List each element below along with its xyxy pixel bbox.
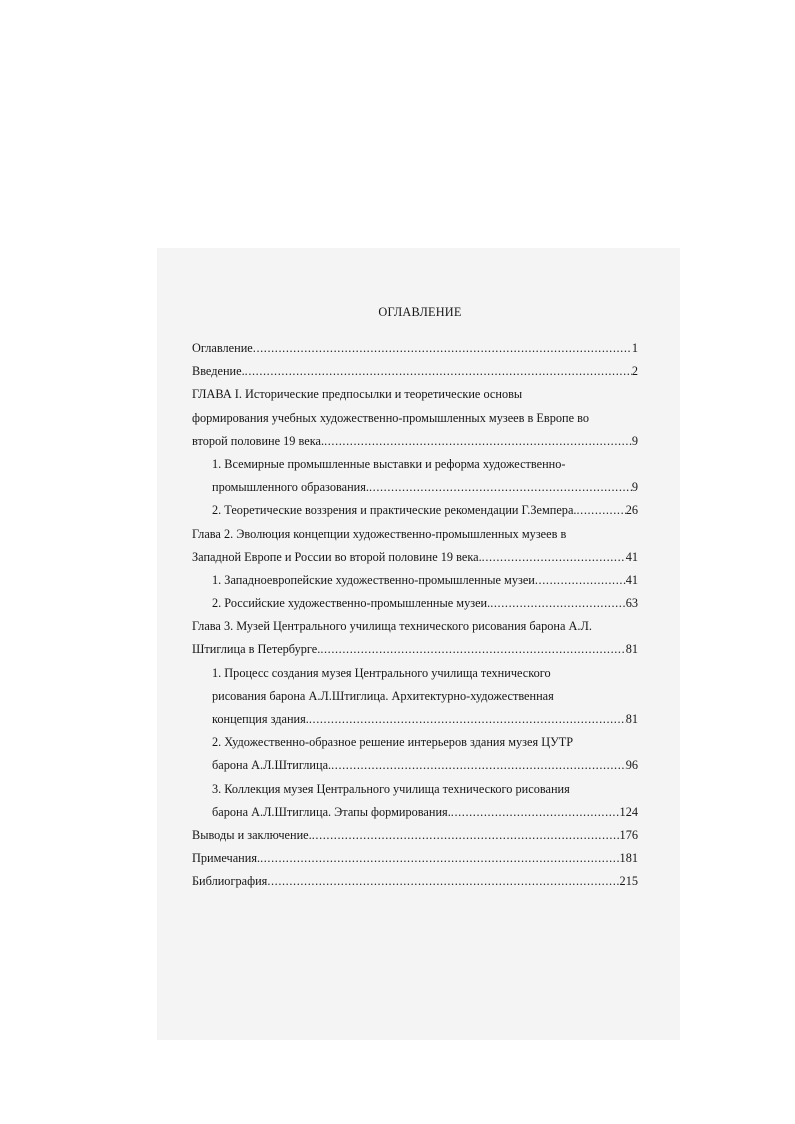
- toc-entry: [192, 618, 638, 664]
- toc-entry: [192, 502, 638, 525]
- toc-page-number: 215: [619, 874, 638, 889]
- toc-entry-line: Глава 2. Эволюция концепции художественно-промышленных музеев в: [192, 526, 567, 541]
- toc-entry-last-line: [192, 804, 638, 827]
- dot-leader: [369, 479, 632, 496]
- toc-entry-title: Штиглица в Петербурге.: [192, 642, 321, 657]
- toc-entry-last-line: [192, 711, 638, 734]
- dot-leader: [312, 827, 620, 844]
- toc-entry-title: Введение.: [192, 364, 245, 379]
- dot-leader: [267, 873, 619, 890]
- dot-leader: [331, 757, 626, 774]
- dot-leader: [482, 549, 626, 566]
- toc-entry: [192, 665, 638, 735]
- toc-entry-last-line: [192, 502, 638, 525]
- dot-leader: [245, 363, 632, 380]
- toc-entry-title: второй половине 19 века.: [192, 433, 325, 448]
- toc-entry-last-line: [192, 827, 638, 850]
- dot-leader: [309, 711, 626, 728]
- toc-entry-last-line: [192, 641, 638, 664]
- toc-entry-last-line: [192, 595, 638, 618]
- toc-entry-line: 1. Процесс создания музея Центрального училища технического: [212, 665, 551, 680]
- toc-entry: [192, 572, 638, 595]
- toc-page-number: 81: [625, 712, 638, 726]
- toc-entry-last-line: [192, 757, 638, 780]
- toc-entry-title: 2. Теоретические воззрения и практические рекомендации Г.Земпера.: [212, 503, 577, 518]
- toc-entry: [192, 827, 638, 850]
- toc-entry-title: концепция здания.: [212, 712, 309, 726]
- toc-entry-line: 2. Художественно-образное решение интерьеров здания музея ЦУТР: [212, 735, 574, 750]
- toc-entry: [192, 363, 638, 386]
- toc-entry-title: Оглавление: [192, 341, 253, 355]
- toc-page-number: 124: [619, 804, 638, 819]
- toc-entry-last-line: [192, 873, 638, 896]
- toc-page-number: 181: [619, 851, 638, 866]
- toc-list: [192, 340, 638, 897]
- toc-entry-title: Библиография: [192, 874, 268, 889]
- toc-entry: [192, 734, 638, 780]
- toc-entry-line: рисования барона А.Л.Штиглица. Архитектурно-художественная: [212, 688, 554, 703]
- dot-leader: [451, 804, 620, 821]
- toc-entry: [192, 456, 638, 502]
- toc-entry-title: 2. Российские художественно-промышленные музеи.: [212, 596, 491, 611]
- dot-leader: [253, 340, 632, 357]
- toc-entry-last-line: [192, 549, 638, 572]
- toc-page-number: 9: [631, 433, 638, 448]
- toc-entry-last-line: [192, 340, 638, 363]
- toc-entry-last-line: [192, 850, 638, 873]
- toc-entry-line: Глава 3. Музей Центрального училища технического рисования барона А.Л.: [192, 619, 592, 634]
- toc-entry: [192, 595, 638, 618]
- dot-leader: [490, 595, 626, 612]
- page-title: ОГЛАВЛЕНИЕ: [378, 305, 462, 319]
- toc-page-number: 81: [625, 642, 638, 657]
- toc-page-number: 176: [619, 827, 638, 842]
- toc-page-number: 26: [625, 503, 638, 518]
- toc-page-number: 2: [631, 364, 638, 379]
- toc-entry-title: барона А.Л.Штиглица. Этапы формирования.: [212, 804, 451, 819]
- toc-entry-title: 1. Западноевропейские художественно-промышленные музеи: [212, 572, 535, 587]
- toc-entry: [192, 873, 638, 896]
- toc-page-number: 9: [631, 480, 638, 495]
- toc-entry-title: Примечания.: [192, 851, 261, 866]
- dot-leader: [535, 572, 626, 589]
- dot-leader: [324, 433, 632, 450]
- dot-leader: [260, 850, 619, 867]
- dot-leader: [576, 502, 625, 519]
- toc-entry-last-line: [192, 363, 638, 386]
- toc-entry: [192, 781, 638, 827]
- toc-entry-title: барона А.Л.Штиглица.: [212, 758, 332, 773]
- toc-entry: [192, 386, 638, 456]
- toc-page-number: 41: [625, 572, 638, 587]
- toc-entry-title: Западной Европе и России во второй половине 19 века.: [192, 549, 482, 564]
- toc-entry-title: промышленного образования.: [212, 480, 369, 495]
- toc-page-number: 96: [625, 758, 638, 773]
- toc-page-number: 41: [625, 549, 638, 564]
- toc-entry-line: ГЛАВА I. Исторические предпосылки и теоретические основы: [192, 387, 523, 402]
- toc-entry-line: формирования учебных художественно-промышленных музеев в Европе во: [192, 410, 589, 425]
- toc-entry-line: 3. Коллекция музея Центрального училища технического рисования: [212, 781, 570, 796]
- toc-entry-line: 1. Всемирные промышленные выставки и реформа художественно-: [212, 456, 566, 471]
- toc-entry-last-line: [192, 479, 638, 502]
- toc-page-number: 63: [625, 596, 638, 611]
- toc-entry-title: Выводы и заключение.: [192, 827, 312, 842]
- dot-leader: [320, 641, 625, 658]
- toc-entry: [192, 526, 638, 572]
- toc-entry-last-line: [192, 572, 638, 595]
- toc-entry: [192, 340, 638, 363]
- table-of-contents-page: [192, 305, 638, 897]
- toc-entry-last-line: [192, 433, 638, 456]
- toc-entry: [192, 850, 638, 873]
- toc-page-number: 1: [631, 341, 638, 355]
